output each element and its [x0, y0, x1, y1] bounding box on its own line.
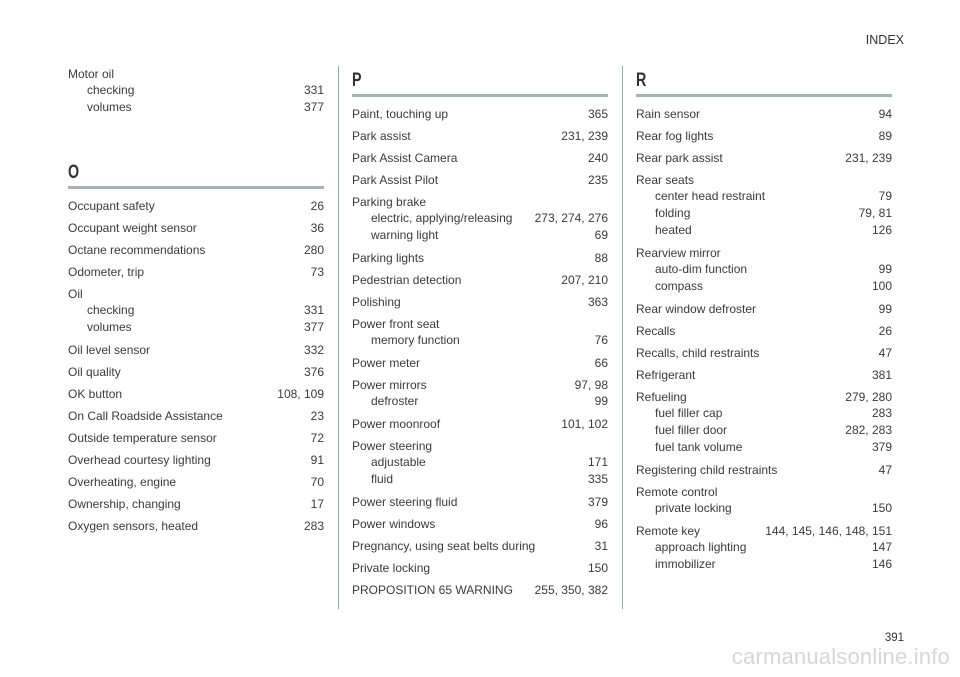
index-subpages: 335 [587, 472, 608, 486]
index-entry [68, 242, 324, 258]
index-subterm: adjustable [371, 455, 426, 469]
index-pages: 144, 145, 146, 148, 151 [765, 524, 892, 538]
index-subterm: fuel filler cap [655, 406, 723, 420]
index-subpages: 273, 274, 276 [534, 211, 608, 225]
index-entry [352, 150, 608, 166]
index-entry-line [68, 430, 324, 446]
index-entry [636, 106, 892, 122]
index-term: Odometer, trip [68, 265, 145, 279]
index-subentry [636, 422, 892, 439]
index-pages: 89 [878, 129, 892, 143]
index-subpages: 100 [871, 279, 892, 293]
index-entry [352, 272, 608, 288]
index-term: Oil quality [68, 365, 121, 379]
section-gap [68, 122, 324, 158]
index-entry [636, 172, 892, 239]
index-subterm: memory function [371, 333, 460, 347]
column-divider [622, 66, 623, 609]
index-subterm: volumes [87, 320, 132, 334]
index-pages: 36 [310, 221, 324, 235]
index-entry [68, 408, 324, 424]
index-term: Oil [68, 287, 83, 301]
index-entry-line [68, 220, 324, 236]
index-entry [68, 496, 324, 512]
index-term: Refrigerant [636, 368, 696, 382]
index-entry-line [352, 560, 608, 576]
index-subterm: fluid [371, 472, 394, 486]
index-entry-line [68, 286, 324, 302]
index-subterm: checking [87, 303, 135, 317]
index-term: Oil level sensor [68, 343, 151, 357]
index-entry [68, 518, 324, 534]
index-entry-line [636, 323, 892, 339]
index-subpages: 126 [871, 223, 892, 237]
page-header-title: INDEX [865, 33, 904, 47]
index-pages: 31 [594, 539, 608, 553]
index-term: Pedestrian detection [352, 273, 462, 287]
index-subentry [636, 205, 892, 222]
index-subpages: 99 [878, 262, 892, 276]
index-entry-line [352, 355, 608, 371]
section-letter-heading: R [636, 70, 647, 91]
watermark: carmanualsonline.info [731, 644, 950, 669]
index-term: Power meter [352, 356, 421, 370]
index-subterm: heated [655, 223, 692, 237]
index-entry-line [636, 245, 892, 261]
index-entry [636, 523, 892, 573]
index-entry [352, 494, 608, 510]
section-letter-heading: P [352, 70, 362, 91]
index-term: Power front seat [352, 317, 440, 331]
index-subpages: 331 [303, 83, 324, 97]
index-subentry [68, 302, 324, 319]
index-term: Power steering [352, 439, 433, 453]
index-entry-line [68, 518, 324, 534]
index-pages: 379 [587, 495, 608, 509]
index-subentry [636, 405, 892, 422]
index-term: Ownership, changing [68, 497, 181, 511]
index-subentry [636, 500, 892, 517]
index-column-3 [636, 66, 892, 579]
index-term: Rain sensor [636, 107, 701, 121]
index-pages: 91 [310, 453, 324, 467]
index-subentry [68, 82, 324, 99]
index-subentry [352, 393, 608, 410]
index-entry-line [352, 538, 608, 554]
index-pages: 283 [303, 519, 324, 533]
index-entry-line [352, 316, 608, 332]
index-entry [352, 377, 608, 410]
index-term: Overhead courtesy lighting [68, 453, 211, 467]
index-subterm: private locking [655, 501, 732, 515]
index-entry [636, 301, 892, 317]
index-term: Remote key [636, 524, 701, 538]
index-entry-line [636, 128, 892, 144]
index-entry-line [68, 474, 324, 490]
index-entry [352, 172, 608, 188]
index-term: Recalls, child restraints [636, 346, 760, 360]
index-pages: 365 [587, 107, 608, 121]
index-term: Paint, touching up [352, 107, 449, 121]
index-entry [352, 538, 608, 554]
index-term: Polishing [352, 295, 401, 309]
index-term: Octane recommendations [68, 243, 206, 257]
index-subentry [352, 210, 608, 227]
index-entry-line [68, 496, 324, 512]
index-entry [68, 198, 324, 214]
index-entry [352, 582, 608, 598]
index-subpages: 171 [587, 455, 608, 469]
index-entry [636, 462, 892, 478]
index-entry-line [636, 484, 892, 500]
index-entry-line [68, 452, 324, 468]
index-term: Rear fog lights [636, 129, 714, 143]
index-pages: 47 [878, 463, 892, 477]
index-entry-line [68, 386, 324, 402]
index-term: Rearview mirror [636, 246, 721, 260]
index-pages: 235 [587, 173, 608, 187]
index-term: Occupant safety [68, 199, 155, 213]
index-subentry [636, 278, 892, 295]
index-pages: 231, 239 [845, 151, 892, 165]
index-subpages: 69 [594, 228, 608, 242]
index-entry-line [636, 301, 892, 317]
index-entry-line [352, 582, 608, 598]
index-entry-line [636, 345, 892, 361]
index-entry [352, 560, 608, 576]
index-entry-line [352, 272, 608, 288]
index-subpages: 377 [303, 320, 324, 334]
index-subentry [68, 99, 324, 116]
index-entry-line [352, 194, 608, 210]
index-subentry [68, 319, 324, 336]
index-term: Registering child restraints [636, 463, 778, 477]
index-subterm: approach lighting [655, 540, 747, 554]
index-pages: 381 [871, 368, 892, 382]
index-entry-line [68, 264, 324, 280]
index-entry [68, 286, 324, 336]
section-rule [68, 186, 324, 189]
index-subentry [352, 227, 608, 244]
index-subterm: folding [655, 206, 691, 220]
index-term: PROPOSITION 65 WARNING [352, 583, 513, 597]
index-pages: 72 [310, 431, 324, 445]
index-entry [68, 264, 324, 280]
page-number: 391 [884, 632, 904, 644]
index-entry-line [352, 128, 608, 144]
index-subterm: fuel filler door [655, 423, 728, 437]
index-entry-line [68, 66, 324, 82]
index-entry-line [352, 150, 608, 166]
index-subpages: 331 [303, 303, 324, 317]
index-term: Occupant weight sensor [68, 221, 197, 235]
index-pages: 231, 239 [561, 129, 608, 143]
index-subpages: 79, 81 [858, 206, 892, 220]
index-term: Parking lights [352, 251, 425, 265]
index-subterm: center head restraint [655, 189, 766, 203]
index-entry [352, 194, 608, 244]
index-entry [636, 150, 892, 166]
index-entry-line [352, 516, 608, 532]
index-pages: 101, 102 [561, 417, 608, 431]
index-entry-line [636, 367, 892, 383]
index-subentry [636, 261, 892, 278]
index-entry-line [352, 377, 608, 393]
index-term: Outside temperature sensor [68, 431, 217, 445]
index-term: Park Assist Camera [352, 151, 458, 165]
index-pages: 332 [303, 343, 324, 357]
index-term: Parking brake [352, 195, 427, 209]
index-entry [352, 294, 608, 310]
index-subentry [636, 539, 892, 556]
section-rule [352, 94, 608, 97]
index-entry [636, 323, 892, 339]
index-entry [68, 474, 324, 490]
index-pages: 255, 350, 382 [534, 583, 608, 597]
index-subentry [352, 332, 608, 349]
index-pages: 99 [878, 302, 892, 316]
index-entry-line [636, 389, 892, 405]
index-entry-line [352, 294, 608, 310]
index-pages: 150 [587, 561, 608, 575]
index-subterm: fuel tank volume [655, 440, 743, 454]
index-pages: 363 [587, 295, 608, 309]
section-rule [636, 94, 892, 97]
index-entry [352, 250, 608, 266]
index-pages: 108, 109 [277, 387, 324, 401]
index-subentry [636, 556, 892, 573]
index-subentry [352, 454, 608, 471]
index-entry-line [68, 408, 324, 424]
index-subentry [636, 188, 892, 205]
index-subterm: electric, applying/releasing [371, 211, 513, 225]
index-pages: 240 [587, 151, 608, 165]
section-letter-heading: O [68, 162, 80, 183]
index-subpages: 99 [594, 394, 608, 408]
index-pages: 47 [878, 346, 892, 360]
index-pages: 73 [310, 265, 324, 279]
index-term: Rear park assist [636, 151, 723, 165]
index-subpages: 147 [871, 540, 892, 554]
index-subpages: 150 [871, 501, 892, 515]
index-term: Rear seats [636, 173, 695, 187]
index-entry [352, 516, 608, 532]
index-entry [68, 342, 324, 358]
index-subpages: 146 [871, 557, 892, 571]
index-entry [352, 438, 608, 488]
index-term: Overheating, engine [68, 475, 177, 489]
index-entry [352, 106, 608, 122]
index-term: Pregnancy, using seat belts during [352, 539, 536, 553]
index-entry-line [68, 198, 324, 214]
index-subterm: checking [87, 83, 135, 97]
index-entry [68, 66, 324, 116]
index-subpages: 79 [878, 189, 892, 203]
index-entry-line [636, 462, 892, 478]
index-entry [68, 220, 324, 236]
index-entry [636, 389, 892, 456]
index-term: Motor oil [68, 67, 115, 81]
index-term: Oxygen sensors, heated [68, 519, 199, 533]
index-entry [352, 416, 608, 432]
index-entry [636, 245, 892, 295]
index-pages: 70 [310, 475, 324, 489]
index-subterm: compass [655, 279, 704, 293]
index-term: Remote control [636, 485, 718, 499]
index-entry-line [68, 342, 324, 358]
index-entry-line [636, 150, 892, 166]
index-pages: 94 [878, 107, 892, 121]
index-entry [636, 484, 892, 517]
index-pages: 88 [594, 251, 608, 265]
index-subentry [636, 222, 892, 239]
index-entry-line [68, 242, 324, 258]
index-term: Private locking [352, 561, 431, 575]
index-term: Refueling [636, 390, 687, 404]
index-entry [68, 386, 324, 402]
index-entry [68, 430, 324, 446]
index-term: Park Assist Pilot [352, 173, 439, 187]
index-subterm: warning light [371, 228, 439, 242]
index-entry-line [68, 364, 324, 380]
index-entry [352, 316, 608, 349]
index-subentry [352, 471, 608, 488]
index-pages: 279, 280 [845, 390, 892, 404]
index-term: On Call Roadside Assistance [68, 409, 223, 423]
index-pages: 17 [310, 497, 324, 511]
index-column-1 [68, 66, 324, 540]
index-pages: 26 [310, 199, 324, 213]
index-pages: 26 [878, 324, 892, 338]
index-subpages: 283 [871, 406, 892, 420]
index-subpages: 282, 283 [845, 423, 892, 437]
index-entry-line [636, 106, 892, 122]
column-divider [338, 66, 339, 609]
index-entry-line [352, 250, 608, 266]
index-entry-line [352, 438, 608, 454]
index-term: Power steering fluid [352, 495, 458, 509]
index-pages: 23 [310, 409, 324, 423]
index-subterm: immobilizer [655, 557, 716, 571]
index-entry [636, 128, 892, 144]
index-pages: 280 [303, 243, 324, 257]
index-entry [68, 364, 324, 380]
index-subterm: auto-dim function [655, 262, 748, 276]
index-term: OK button [68, 387, 123, 401]
index-term: Power windows [352, 517, 436, 531]
index-entry [352, 355, 608, 371]
index-entry [636, 367, 892, 383]
index-pages: 207, 210 [561, 273, 608, 287]
index-column-2 [352, 66, 608, 604]
index-pages: 66 [594, 356, 608, 370]
index-term: Park assist [352, 129, 411, 143]
index-subpages: 377 [303, 100, 324, 114]
index-subentry [636, 439, 892, 456]
index-entry-line [352, 416, 608, 432]
index-subterm: volumes [87, 100, 132, 114]
index-term: Power moonroof [352, 417, 441, 431]
index-entry-line [352, 106, 608, 122]
index-term: Power mirrors [352, 378, 427, 392]
index-entry-line [636, 523, 892, 539]
index-entry-line [352, 172, 608, 188]
index-subpages: 379 [871, 440, 892, 454]
index-term: Recalls [636, 324, 676, 338]
index-pages: 96 [594, 517, 608, 531]
index-entry [636, 345, 892, 361]
index-term: Rear window defroster [636, 302, 757, 316]
index-entry-line [352, 494, 608, 510]
index-entry [352, 128, 608, 144]
index-subterm: defroster [371, 394, 419, 408]
index-pages: 376 [303, 365, 324, 379]
index-entry-line [636, 172, 892, 188]
index-pages: 97, 98 [574, 378, 608, 392]
index-entry [68, 452, 324, 468]
index-subpages: 76 [594, 333, 608, 347]
